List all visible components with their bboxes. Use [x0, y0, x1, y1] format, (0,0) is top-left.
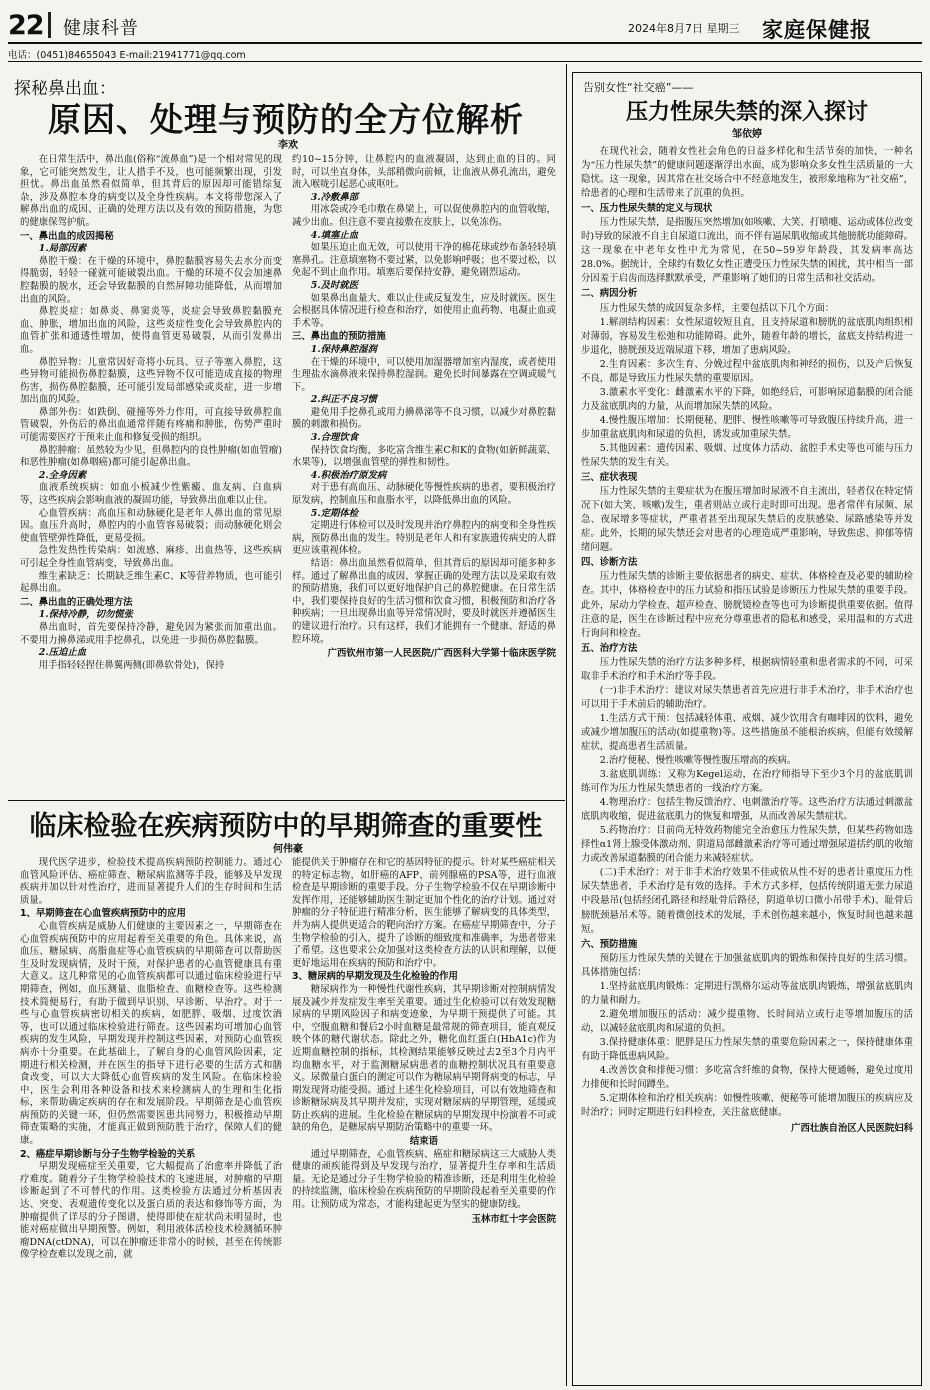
- paragraph: 2.生育因素：多次生育、分娩过程中盆底肌肉和神经的损伤，以及产后恢复不良，都是导致压力性尿失禁的重要原因。: [581, 358, 913, 384]
- paragraph: 定期进行体检可以及时发现并治疗鼻腔内的病变和全身性疾病，预防鼻出血的发生。特别是老年人和有家族遗传病史的人群更应该重视体检。: [292, 520, 556, 557]
- subsection-heading: 1.局部因素: [38, 243, 87, 255]
- article-column: [581, 145, 913, 1381]
- section-heading: 五、治疗方法: [581, 642, 638, 654]
- subsection-heading: 5.定期体检: [310, 507, 359, 519]
- header-separator: [48, 12, 51, 38]
- paragraph: 如果压迫止血无效，可以使用干净的棉花球或纱布条轻轻填塞鼻孔。注意填塞物不要过紧，以免影响呼吸；也不要过松，以免起不到止血作用。填塞后要保持安静，避免剧烈运动。: [292, 242, 556, 279]
- article-author: 邹依婷: [732, 129, 762, 140]
- paragraph: 在现代社会，随着女性社会角色的日益多样化和生活节奏的加快，一种名为“压力性尿失禁”的健康问题逐渐浮出水面，成为影响众多女性生活质量的一大隐忧。这一现象，因其常在社交场合中不经意地发生，被形象地称为“社交癌”，给患者的心理和生活带来了沉重的负担。: [581, 146, 913, 200]
- paragraph: 心血管疾病：高血压和动脉硬化是老年人鼻出血的常见原因。血压升高时，鼻腔内的小血管容易破裂；而动脉硬化则会使血管壁弹性降低，更易受损。: [20, 507, 282, 544]
- paragraph: 用手指轻轻捏住鼻翼两侧(即鼻软骨处)，保持: [38, 659, 225, 671]
- section-heading: 六、预防措施: [581, 938, 638, 950]
- paragraph: 3.保持健康体重：肥胖是压力性尿失禁的重要危险因素之一，保持健康体重有助于降低患病风险。: [581, 1036, 913, 1062]
- paragraph: 5.定期体检和治疗相关疾病：如慢性咳嗽、便秘等可能增加腹压的疾病应及时治疗；同时定期进行妇科检查，关注盆底健康。: [581, 1093, 913, 1119]
- section-name: 健康科普: [63, 18, 139, 39]
- subsection-heading: 1.保持鼻腔湿润: [310, 343, 377, 355]
- paragraph: 如果鼻出血量大、难以止住或反复发生，应及时就医。医生会根据具体情况进行检查和治疗，如使用止血药物、电凝止血或手术等。: [292, 292, 556, 329]
- column-divider: [566, 64, 567, 1386]
- section-heading: 1、早期筛查在心血管疾病预防中的应用: [20, 908, 186, 920]
- paragraph: 压力性尿失禁，是指腹压突然增加(如咳嗽、大笑、打喷嚏、运动或体位改变时)导致的尿液不自主自尿道口流出，而不伴有逼尿肌收缩或其他膀胱功能障碍。这一现象在中老年女性中尤为常见，在50~59岁年龄段，其发病率高达28.0%。据统计，全球约有数亿女性正遭受压力性尿失禁的困扰，其中相当一部分因羞于启齿而选择默默承受，严重影响了她们的日常生活和社交活动。: [581, 217, 913, 285]
- article-column: [292, 857, 556, 1387]
- header-rule: [8, 42, 922, 44]
- issue-date: 2024年8月7日 星期三: [628, 22, 740, 35]
- section-heading: 二、病因分析: [581, 288, 638, 300]
- paragraph: 在日常生活中，鼻出血(俗称“流鼻血”)是一个相对常见的现象，它可能突然发生，让人措手不及，也可能频繁出现，引发担忧。鼻出血虽然看似简单，但其背后的原因却可能错综复杂，涉及鼻腔本身的病变以及全身性疾病。本文将带您深入了解鼻出血的成因、正确的处理方法以及有效的预防措施，为您的健康保驾护航。: [20, 154, 282, 228]
- section-heading: 一、鼻出血的成因揭秘: [20, 230, 114, 242]
- paragraph: 心血管疾病是威胁人们健康的主要因素之一，早期筛查在心血管疾病预防中的应用起着至关重要的角色。具体来说，高血压、糖尿病、高脂血症等心血管疾病的早期筛查可以帮助医生及时发现病情，及时干预，对保护患者的心血管健康具有重大意义。这几种常见的心血管疾病都可以通过临床检验进行早期筛查，例如，血压测量、血脂检查、血糖检查等。这些检测技术简便易行，有助于做到早识别、早诊断、早治疗。对于一些与心血管疾病密切相关的疾病，如肥胖、吸烟、过度饮酒等，也可以通过临床检验进行筛查。这些因素均可增加心血管疾病的发生风险，早期发现并控制这些因素，对预防心血管疾病亦十分重要。在此基础上，了解自身的心血管风险因素，定期进行相关检测，并在医生的指导下进行必要的生活方式和膳食改变，可以大大降低心血管疾病的发生风险。在临床检验中，医生会利用各种设备和技术来检测病人的生理和生化指标，来帮助确定疾病的存在和发展阶段。早期筛查是心血管疾病预防的关键一环，但仍然需要医患共同努力，积极推动早期筛查策略的实施，才能真正做到预防胜于治疗，保障人们的健康。: [20, 920, 282, 1147]
- article-author: 李欢: [278, 140, 298, 151]
- paragraph: 压力性尿失禁的成因复杂多样，主要包括以下几个方面：: [599, 302, 835, 314]
- paragraph: 避免用手挖鼻孔或用力擤鼻涕等不良习惯，以减少对鼻腔黏膜的刺激和损伤。: [292, 406, 556, 431]
- paragraph: 压力性尿失禁的治疗方法多种多样，根据病情轻重和患者需求的不同，可采取非手术治疗和手术治疗等手段。: [581, 656, 913, 682]
- author-affiliation: 玉林市红十字会医院: [471, 1213, 556, 1225]
- paragraph: 糖尿病作为一种慢性代谢性疾病，其早期诊断对控制病情发展及减少并发症发生率至关重要。通过生化检验可以有效发现糖尿病的早期风险因子和病变迹象，为早期干预提供了可能。其中，空腹血糖和餐后2小时血糖是最常规的筛查项目，能直观反映个体的糖代谢状态。除此之外，糖化血红蛋白(HbA1c)作为近期血糖控制的指标，其检测结果能够反映过去2至3个月内平均血糖水平，对于监测糖尿病患者的血糖控制状况具有重要意义。尿微量白蛋白的测定可以作为糖尿病早期肾病变的标志，早期发现肾功能受损。通过上述生化检验项目，可以有效地筛查和诊断糖尿病及其早期并发症，实现对糖尿病的早期管理，延缓或防止疾病的进展。生化检验在糖尿病的早期发现中扮演着不可或缺的角色，是糖尿病早期防治策略中的重要一环。: [292, 983, 556, 1134]
- section-heading: 三、症状表现: [581, 472, 638, 484]
- paragraph: 4.物理治疗：包括生物反馈治疗、电刺激治疗等。这些治疗方法通过刺激盆底肌肉收缩，促进盆底肌力的恢复和增强，从而改善尿失禁症状。: [581, 797, 913, 823]
- newspaper-name: 家庭保健报: [762, 17, 872, 42]
- paragraph: 维生素缺乏：长期缺乏维生素C、K等营养物质，也可能引起鼻出血。: [20, 570, 282, 595]
- article-kicker: 探秘鼻出血：: [14, 79, 116, 99]
- subsection-heading: 2.全身因素: [38, 469, 87, 481]
- paragraph: (二)手术治疗：对于非手术治疗效果不佳或依从性不好的患者计重度压力性尿失禁患者，手术治疗是有效的选择。手术方式多样，包括传统阴道无张力尿道中段悬吊(包括经闭孔路径和经耻骨后路径，阴道单切口微小吊带手术)、耻骨后膀胱颈悬吊术等。随着微创技术的发展，手术创伤越来越小，恢复时间也越来越短。: [581, 867, 913, 935]
- paragraph: 能提供关于肿瘤存在和它的基因特征的提示。针对某些癌症相关的特定标志物，如肝癌的AFP、前列腺癌的PSA等，进行血液检查是早期诊断的重要手段。分子生物学检验不仅在早期诊断中发挥作用，还能够辅助医生制定更加个性化的治疗计划。通过对肿瘤的分子特征进行精准分析，医生能够了解病变的具体类型，并为病人提供更适合的靶向治疗方案。在癌症早期筛查中，分子生物学检验的引入，提升了诊断的细致度和准确率，为患者带来了希望。这也要求公众加强对这类检查方法的认识和理解，以便更好地运用在疾病的预防和治疗中。: [292, 857, 556, 969]
- subsection-heading: 5.及时就医: [310, 279, 359, 291]
- paragraph: 4.慢性腹压增加：长期便秘、肥胖、慢性咳嗽等可导致腹压持续升高，进一步加重盆底肌肉和尿道的负担，诱发或加重尿失禁。: [581, 414, 913, 440]
- article-title: 临床检验在疾病预防中的早期筛查的重要性: [29, 811, 543, 842]
- contact-info: 电话：(0451)84655043 E-mail:21941771@qq.com: [8, 50, 246, 61]
- article-lab-screening: [8, 802, 564, 1388]
- section-heading: 一、压力性尿失禁的定义与现状: [581, 203, 713, 215]
- paragraph: 5.其他因素：遗传因素、吸烟、过度体力活动、盆腔手术史等也可能与压力性尿失禁的发生有关。: [581, 442, 913, 469]
- paragraph: 用冰袋或冷毛巾敷在鼻梁上，可以促使鼻腔内的血管收缩，减少出血。但注意不要直接敷在皮肤上，以免冻伤。: [292, 204, 556, 228]
- paragraph: 血液系统疾病：如血小板减少性紫癜、血友病、白血病等，这些疾病会影响血液的凝固功能，导致鼻出血难以止住。: [20, 482, 282, 507]
- paragraph: 鼻腔炎症：如鼻炎、鼻窦炎等，炎症会导致鼻腔黏膜充血、肿胀，增加出血的风险，这些炎症性变化会导致鼻腔内的血管扩张和通透性增加，使得血管更易破裂，从而引发鼻出血。: [20, 306, 282, 355]
- subsection-heading: 3.合理饮食: [310, 432, 359, 444]
- section-heading: 三、鼻出血的预防措施: [292, 331, 386, 343]
- paragraph: 3.盆底肌训练：又称为Kegel运动，在治疗师指导下至少3个月的盆底肌训练可作为压力性尿失禁患者的一线治疗方案。: [581, 769, 913, 795]
- author-affiliation: 广西壮族自治区人民医院妇科: [791, 1123, 913, 1135]
- subsection-heading: 3.冷敷鼻部: [310, 191, 359, 203]
- paragraph: 保持饮食均衡，多吃富含维生素C和K的食物(如新鲜蔬菜、水果等)，以增强血管壁的弹性和韧性。: [292, 444, 556, 469]
- paragraph: 鼻部外伤：如跌倒、碰撞等外力作用，可直接导致鼻腔血管破裂，外伤后的鼻出血通常伴随有疼痛和肿胀，伤势严重时可能需要医疗干预来止血和修复受损的组织。: [20, 406, 282, 444]
- section-heading: 结束语: [409, 1136, 439, 1148]
- paragraph: 鼻腔肿瘤：虽然较为少见，但鼻腔内的良性肿瘤(如血管瘤)和恶性肿瘤(如鼻咽癌)都可能引起鼻出血。: [20, 444, 282, 469]
- paragraph: 2.避免增加腹压的活动：减少提重物、长时间站立或行走等增加腹压的活动，以减轻盆底肌肉和尿道的负担。: [581, 1008, 913, 1034]
- section-heading: 二、鼻出血的正确处理方法: [20, 596, 133, 608]
- article-nosebleed: [8, 64, 564, 800]
- paragraph: 鼻腔异物：儿童常因好奇将小玩具、豆子等塞入鼻腔，这些异物可能损伤鼻腔黏膜，这些异物不仅可能造成直接的物理伤害，损伤鼻腔黏膜，还可能引发局部感染或炎症，进一步增加出血的风险。: [20, 356, 282, 406]
- article-column: [20, 154, 282, 784]
- author-affiliation: 广西钦州市第一人民医院/广西医科大学第十临床医学院: [327, 648, 556, 660]
- subsection-heading: 1.保持冷静，切勿慌张: [38, 609, 133, 621]
- section-heading: 3、糖尿病的早期发现及生化检验的作用: [292, 971, 458, 983]
- paragraph: 4.改善饮食和排便习惯：多吃富含纤维的食物，保持大便通畅，避免过度用力排便和长时间蹲坐。: [581, 1065, 913, 1091]
- article-author: 何伟豪: [273, 844, 303, 855]
- paragraph: 鼻出血时，首先要保持冷静，避免因为紧张而加重出血。不要用力擤鼻涕或用手挖鼻孔，以免进一步损伤鼻腔黏膜。: [20, 621, 282, 646]
- paragraph: 对于患有高血压、动脉硬化等慢性疾病的患者，要积极治疗原发病，控制血压和血脂水平，以降低鼻出血的风险。: [292, 482, 556, 507]
- paragraph: 早期发现癌症至关重要，它大幅提高了治愈率并降低了治疗难度。随着分子生物学检验技术的飞速进展，对肿瘤的早期诊断起到了不可替代的作用。这类检验方法通过分析基因表达、突变、表观遗传变化以及蛋白质的表达和修饰等方面，为肿瘤提供了详尽的分子图谱，使得即使在症状尚未明显时，也能对癌症做出早期预警。例如，利用液体活检技术检测循环肿瘤DNA(ctDNA)，可以在肿瘤还非常小的时候，甚至在传统影像学检查难以发现之前，就: [20, 1161, 282, 1261]
- article-title: 原因、处理与预防的全方位解析: [48, 100, 524, 139]
- paragraph: 约10~15分钟，让鼻腔内的血液凝固，达到止血的目的。同时，可以坐直身体，头部稍微向前倾，让血液从鼻孔流出，避免流入喉咙引起恶心或呕吐。: [292, 154, 556, 191]
- paragraph: 急性发热性传染病：如流感、麻疹、出血热等，这些疾病可引起全身性血管病变，导致鼻出血。: [20, 545, 282, 569]
- section-heading: 四、诊断方法: [581, 557, 638, 569]
- article-title: 压力性尿失禁的深入探讨: [625, 99, 868, 125]
- paragraph: 现代医学进步，检验技术提高疾病预防控制能力。通过心血管风险评估、癌症筛查、糖尿病监测等手段，能够及早发现疾病并加以针对性治疗，进而显著提升人们的生存时间和生活质量。: [20, 857, 282, 906]
- subsection-heading: 4.积极治疗原发病: [310, 469, 387, 481]
- article-column: [292, 154, 556, 800]
- subsection-heading: 4.填塞止血: [310, 229, 359, 241]
- subsection-heading: 2.压迫止血: [38, 647, 87, 659]
- article-divider: [8, 800, 565, 801]
- paragraph: 在干燥的环境中，可以使用加湿器增加室内湿度，或者使用生理盐水滴鼻液来保持鼻腔湿润。避免长时间暴露在空调或暖气下。: [292, 356, 556, 393]
- paragraph: 预防压力性尿失禁的关键在于加强盆底肌肉的锻炼和保持良好的生活习惯。具体措施包括：: [581, 952, 913, 978]
- paragraph: 1.坚持盆底肌肉锻炼：定期进行凯格尔运动等盆底肌肉锻炼，增强盆底肌肉的力量和耐力。: [581, 980, 913, 1006]
- article-column: [20, 857, 282, 1387]
- paragraph: 2.治疗便秘、慢性咳嗽等慢性腹压增高的疾病。: [599, 755, 797, 767]
- subsection-heading: 2.纠正不良习惯: [310, 394, 377, 406]
- paragraph: (一)非手术治疗：建议对尿失禁患者首先应进行非手术治疗，非手术治疗也可以用于手术前后的辅助治疗。: [581, 684, 913, 710]
- paragraph: 压力性尿失禁的主要症状为在腹压增加时尿液不自主流出，轻者仅在特定情况下(如大笑、咳嗽)发生，重者则站立或行走时即可出现。患者常伴有尿频、尿急、夜尿增多等症状，严重者甚至出现尿失禁后的皮肤感染、尿路感染等并发症。此外，长期的尿失禁还会对患者的心理造成严重影响，导致焦虑、抑郁等情绪问题。: [581, 486, 913, 554]
- paragraph: 压力性尿失禁的诊断主要依据患者的病史、症状、体格检查及必要的辅助检查。其中，体格检查中的压力试验和指压试验是诊断压力性尿失禁的重要手段。此外，尿动力学检查、超声检查、膀胱镜检查等也可为诊断提供重要依据。值得注意的是，医生在诊断过程中应充分尊重患者的隐私和感受，采用温和的方式进行询问和检查。: [581, 571, 913, 639]
- page-number: 22: [8, 10, 44, 41]
- paragraph: 3.激素水平变化：雌激素水平的下降，如绝经后，可影响尿道黏膜的闭合能力及盆底肌肉的力量，从而增加尿失禁的风险。: [581, 386, 913, 412]
- header-rule-thin: [8, 61, 922, 62]
- section-heading: 2、癌症早期诊断与分子生物学检验的关系: [20, 1148, 196, 1160]
- paragraph: 结语：鼻出血虽然看似简单，但其背后的原因却可能多种多样。通过了解鼻出血的成因、掌握正确的处理方法以及采取有效的预防措施，我们可以更好地保护自己的鼻腔健康。在日常生活中，我们要保持良好的生活习惯和饮食习惯，积极预防和治疗各种疾病；一旦出现鼻出血等异常情况时，要及时就医并遵循医生的建议进行治疗。只有这样，我们才能拥有一个健康、舒适的鼻腔环境。: [292, 558, 556, 645]
- paragraph: 鼻腔干燥：在干燥的环境中，鼻腔黏膜容易失去水分而变得脆弱，轻轻一碰就可能破裂出血。干燥的环境不仅会加速鼻腔黏膜的脱水，还会导致黏膜的自然屏障功能降低，从而增加出血的风险。: [20, 255, 282, 305]
- paragraph: 5.药物治疗：目前尚无特效药物能完全治愈压力性尿失禁，但某些药物如选择性α1肾上腺受体激动剂、阴道局部雌激素治疗等可通过增强尿道括约肌的收缩力或改善尿道黏膜的闭合能力来减轻症状。: [581, 825, 913, 865]
- paragraph: 1.生活方式干预：包括减轻体重、戒烟、减少饮用含有咖啡因的饮料，避免或减少增加腹压的活动(如提重物)等。这些措施虽不能根治疾病，但能有效缓解症状，提高患者生活质量。: [581, 712, 913, 752]
- paragraph: 1.解剖结构因素：女性尿道较短且直，且支持尿道和膀胱的盆底肌肉组织相对薄弱，容易发生松弛和功能障碍。此外，随着年龄的增长，盆底支持结构进一步退化，膀胱颈及近端尿道下移，增加了患病风险。: [581, 316, 913, 356]
- paragraph: 通过早期筛查，心血管疾病、癌症和糖尿病这三大威胁人类健康的顽疾能得到及早发现与治疗，显著提升生存率和生活质量。无论是通过分子生物学检验的精准诊断，还是利用生化检验的持续监测，临床检验在疾病预防的早期阶段起着至关重要的作用。让预防成为常态，才能构建起更为坚实的健康防线。: [292, 1148, 556, 1211]
- article-incontinence: [572, 72, 922, 1386]
- article-kicker: 告别女性“社交癌”——: [583, 81, 694, 94]
